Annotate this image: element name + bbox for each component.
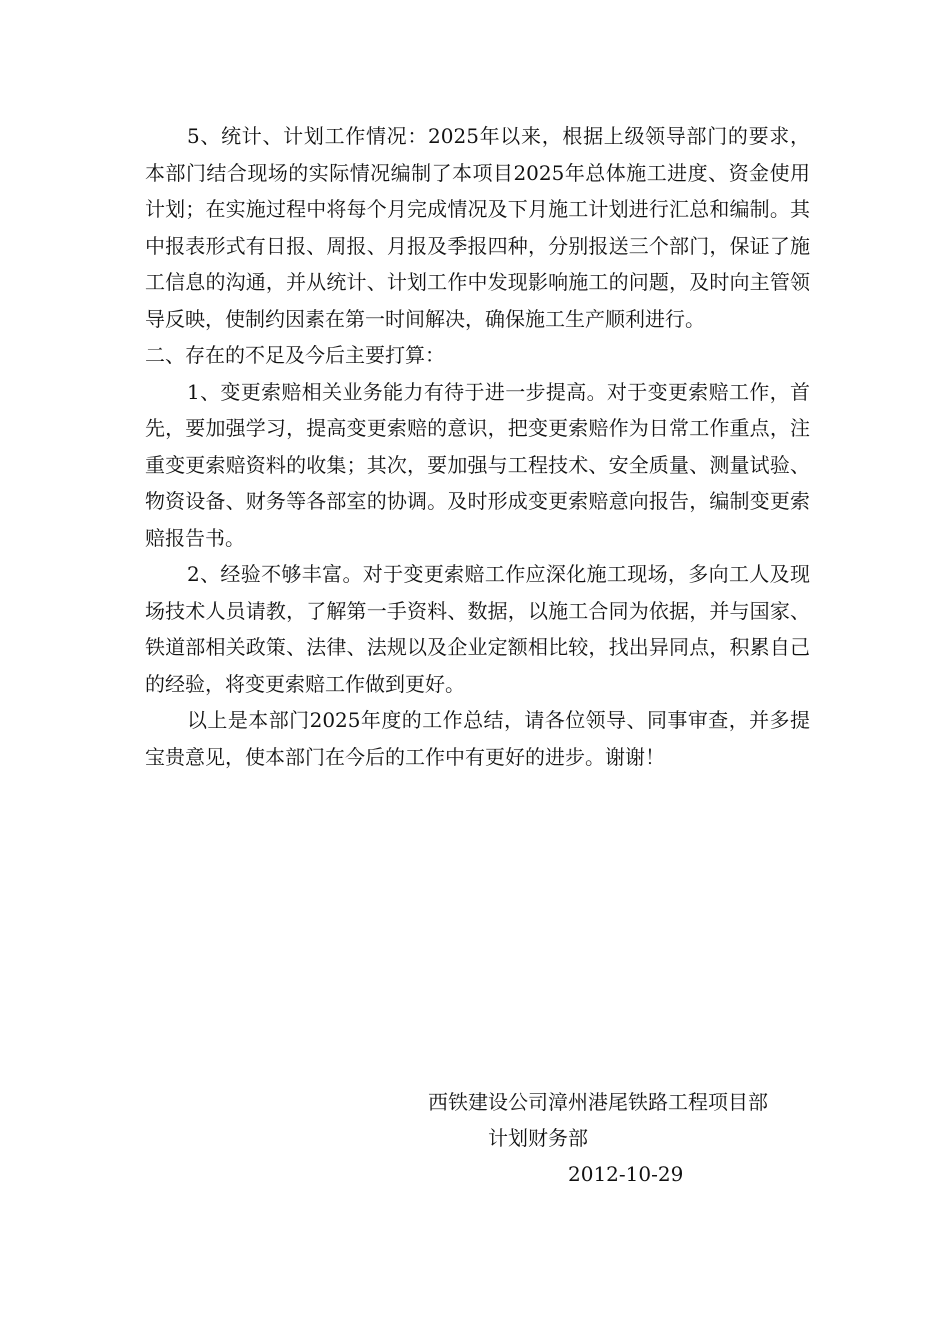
signature-organization: 西铁建设公司漳州港尾铁路工程项目部 — [428, 1090, 768, 1114]
document-body — [145, 118, 810, 775]
paragraph-shortcoming-2: 2、经验不够丰富。对于变更索赔工作应深化施工现场，多向工人及现场技术人员请教，了解第一手资料、数据，以施工合同为依据，并与国家、铁道部相关政策、法律、法规以及企业定额相比较，找出异同点，积累自己的经验，将变更索赔工作做到更好。 — [145, 562, 810, 696]
section-heading-shortcomings: 二、存在的不足及今后主要打算： — [145, 343, 445, 367]
signature-date: 2012-10-29 — [568, 1162, 684, 1186]
paragraph-shortcoming-1: 1、变更索赔相关业务能力有待于进一步提高。对于变更索赔工作，首先，要加强学习，提高变更索赔的意识，把变更索赔作为日常工作重点，注重变更索赔资料的收集；其次，要加强与工程技术、安全质量、测量试验、物资设备、财务等各部室的协调。及时形成变更索赔意向报告，编制变更索赔报告书。 — [145, 379, 810, 550]
signature-department: 计划财务部 — [488, 1126, 588, 1150]
paragraph-statistics-plan: 5、统计、计划工作情况：2025年以来，根据上级领导部门的要求，本部门结合现场的实际情况编制了本项目2025年总体施工进度、资金使用计划；在实施过程中将每个月完成情况及下月施工计划进行汇总和编制。其中报表形式有日报、周报、月报及季报四种，分别报送三个部门，保证了施工信息的沟通，并从统计、计划工作中发现影响施工的问题，及时向主管领导反映，使制约因素在第一时间解决，确保施工生产顺利进行。 — [145, 124, 810, 331]
paragraph-closing: 以上是本部门2025年度的工作总结，请各位领导、同事审查，并多提宝贵意见，使本部门在今后的工作中有更好的进步。谢谢！ — [145, 708, 810, 769]
